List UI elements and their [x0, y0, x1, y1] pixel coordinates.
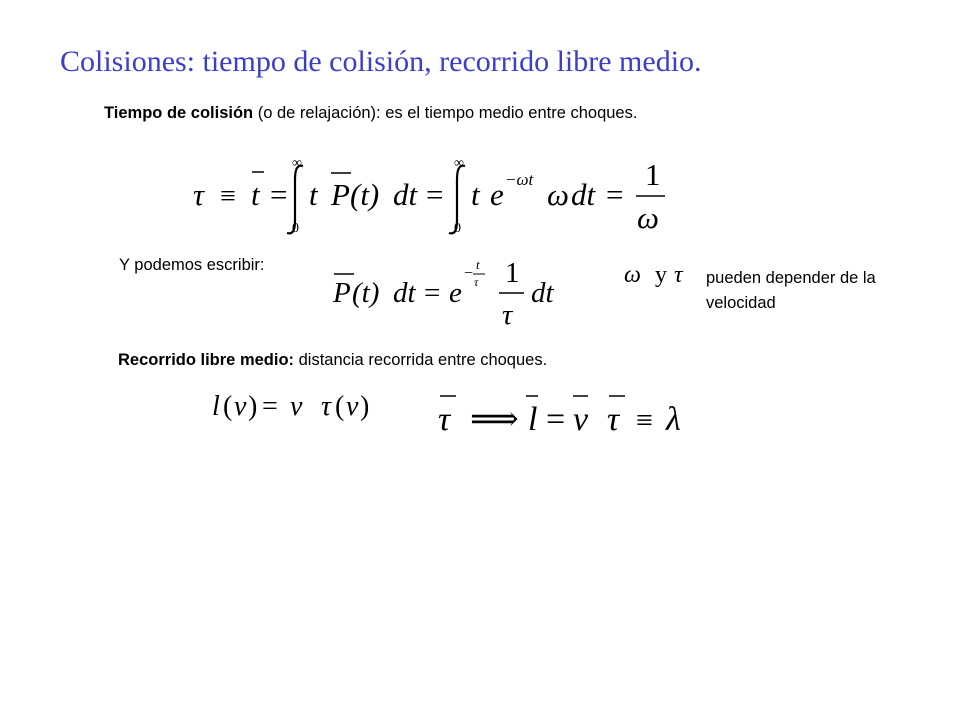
- write-label: Y podemos escribir:: [119, 256, 265, 274]
- collision-time-description: (o de relajación): es el tiempo medio entre choques.: [253, 104, 638, 122]
- exponential-base-2: e: [449, 277, 462, 309]
- fraction-denominator-2: τ: [502, 299, 513, 331]
- tau-mean-1: τ: [438, 401, 451, 438]
- integral-2-lower: 0: [454, 221, 461, 236]
- equiv-symbol: ≡: [220, 181, 236, 212]
- p-argument-1: (t): [350, 177, 380, 212]
- velocity-note-line-2: velocidad: [706, 294, 776, 312]
- exponential-power: −ωt: [505, 170, 534, 189]
- omega-factor: ω: [547, 177, 569, 212]
- fraction-numerator-2: 1: [505, 257, 520, 289]
- tau-close-paren: ): [360, 391, 370, 422]
- tau-argument-v: v: [346, 391, 359, 422]
- exponent-minus: −: [464, 265, 474, 282]
- v-mean: v: [573, 401, 589, 438]
- mean-free-path-equation: [205, 385, 380, 427]
- mean-free-path-term: Recorrido libre medio:: [118, 351, 295, 369]
- l-symbol: l: [212, 391, 220, 422]
- equals-5: =: [262, 391, 278, 422]
- p-symbol-2: P: [333, 277, 351, 309]
- differential-2: dt: [571, 177, 596, 212]
- mean-free-path-definition: [118, 351, 547, 370]
- l-open-paren: (: [223, 391, 233, 422]
- integrand-t: t: [309, 177, 318, 212]
- fraction-numerator: 1: [645, 157, 661, 192]
- p-symbol-1: P: [331, 177, 350, 212]
- collision-time-term: Tiempo de colisión: [104, 104, 254, 122]
- tau-symbol-2: τ: [674, 262, 683, 288]
- equals-4: =: [424, 277, 441, 309]
- exponent-numerator: t: [476, 257, 480, 272]
- omega-tau-symbols: [622, 258, 702, 292]
- l-close-paren: ): [248, 391, 258, 422]
- integrand-t-2: t: [471, 177, 480, 212]
- lambda-symbol: λ: [666, 401, 681, 438]
- conjunction-y: y: [655, 262, 667, 288]
- tau-factor: τ: [321, 391, 332, 422]
- collision-time-definition: [104, 104, 637, 123]
- differential-4: dt: [531, 277, 554, 309]
- t-mean: t: [251, 177, 260, 212]
- integral-1-upper: ∞: [292, 156, 302, 171]
- velocity-factor: v: [290, 391, 303, 422]
- probability-equation: [325, 250, 575, 335]
- velocity-note: [706, 266, 876, 316]
- omega-symbol: ω: [624, 262, 641, 288]
- collision-time-equation: [185, 150, 685, 245]
- differential-3: dt: [393, 277, 416, 309]
- equals-1: =: [270, 177, 288, 212]
- integral-1-lower: 0: [292, 221, 299, 236]
- tau-symbol: τ: [193, 177, 205, 212]
- exponential-base: e: [490, 177, 504, 212]
- equals-3: =: [606, 177, 624, 212]
- differential-1: dt: [393, 177, 418, 212]
- l-argument-v: v: [234, 391, 247, 422]
- exponent-denominator: τ: [474, 275, 479, 289]
- mean-free-path-description: distancia recorrida entre choques.: [294, 351, 548, 369]
- integral-2-upper: ∞: [454, 156, 464, 171]
- p-argument-2: (t): [352, 277, 380, 309]
- equiv-symbol-2: ≡: [636, 404, 653, 437]
- l-mean: l: [528, 401, 538, 438]
- tau-mean-2: τ: [607, 401, 620, 438]
- velocity-note-line-1: pueden depender de la: [706, 269, 876, 287]
- implies-arrow: ⟹: [470, 401, 519, 438]
- equals-2: =: [426, 177, 444, 212]
- mean-values-equation: [430, 388, 700, 438]
- slide-title: Colisiones: tiempo de colisión, recorrido libre medio.: [60, 45, 702, 78]
- equals-6: =: [546, 401, 566, 438]
- tau-open-paren: (: [335, 391, 345, 422]
- fraction-denominator: ω: [637, 200, 659, 235]
